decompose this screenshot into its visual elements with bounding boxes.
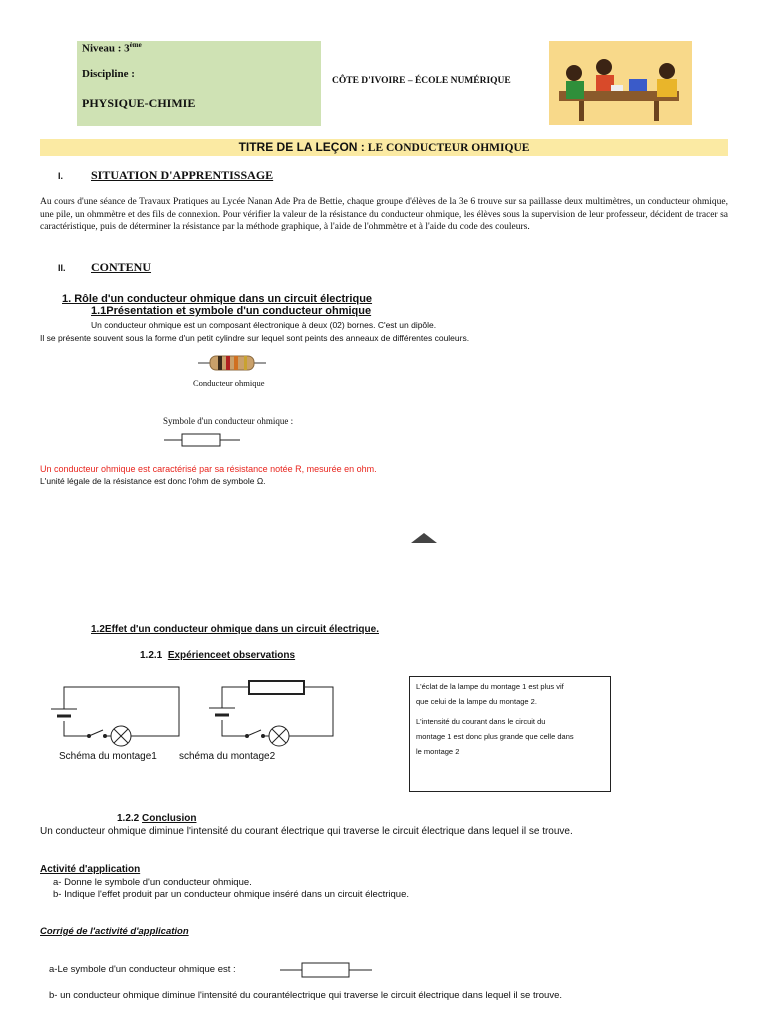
students-illustration	[549, 41, 692, 125]
observation-line: montage 1 est donc plus grande que celle dans	[416, 732, 574, 741]
correction-answer-b: b- un conducteur ohmique diminue l'intensité du courantélectrique qui traverse le circuit électrique dans lequel il se trouve.	[49, 990, 562, 1001]
part1-subheading: 1.1Présentation et symbole d'un conducteur ohmique	[91, 305, 372, 317]
lesson-title-bar	[40, 139, 728, 156]
circuit-diagram-2	[203, 677, 348, 749]
school-title: CÔTE D'IVOIRE – ÉCOLE NUMÉRIQUE	[332, 76, 511, 86]
circuit-diagram-1	[45, 685, 190, 749]
observation-line: L'éclat de la lampe du montage 1 est plus vif	[416, 682, 564, 691]
resistor-symbol-icon	[280, 962, 372, 978]
symbol-label: Symbole d'un conducteur ohmique :	[163, 416, 294, 426]
part1-heading: 1. Rôle d'un conducteur ohmique dans un circuit électrique	[62, 293, 373, 305]
section-situation	[58, 168, 458, 184]
resistance-definition: Un conducteur ohmique est caractérisé par sa résistance notée R, mesurée en ohm.	[40, 464, 377, 474]
resistor-photo-icon	[198, 352, 266, 374]
resistor-symbol-icon	[164, 433, 240, 447]
section-heading: CONTENU	[91, 260, 152, 274]
activity-title: Activité d'application	[40, 864, 141, 875]
section-heading: SITUATION D'APPRENTISSAGE	[91, 168, 274, 182]
section-number: II.	[58, 263, 66, 273]
discipline-label: Discipline :	[82, 68, 135, 80]
students-at-desk-icon	[549, 41, 692, 125]
correction-answer-a: a-Le symbole d'un conducteur ohmique est :	[49, 964, 236, 975]
conclusion-heading: 1.2.2 Conclusion	[117, 813, 197, 824]
lesson-title-prefix: TITRE DE LA LEÇON :	[238, 140, 365, 154]
observation-box	[409, 676, 611, 792]
activity-question-a: a- Donne le symbole d'un conducteur ohmique.	[53, 877, 252, 888]
subject-label: PHYSIQUE-CHIMIE	[82, 96, 196, 110]
niveau-label: Niveau : 3ème	[82, 41, 142, 55]
section-number: I.	[58, 171, 64, 181]
triangle-marker-icon	[411, 532, 437, 544]
part1-line1: Un conducteur ohmique est un composant électronique à deux (02) bornes. C'est un dipôle.	[91, 320, 437, 330]
lesson-title: LE CONDUCTEUR OHMIQUE	[367, 142, 530, 154]
observation-line: le montage 2	[416, 747, 460, 756]
conclusion-text: Un conducteur ohmique diminue l'intensité du courant électrique qui traverse le circuit électrique dans lequel il se trouve.	[40, 826, 573, 837]
resistor-caption: Conducteur ohmique	[193, 378, 265, 388]
circuit-2-caption: schéma du montage2	[179, 751, 276, 762]
circuit-1-caption: Schéma du montage1	[59, 751, 157, 762]
observation-line: que celui de la lampe du montage 2.	[416, 697, 537, 706]
observation-line: L'intensité du courant dans le circuit du	[416, 717, 546, 726]
part121-heading: 1.2.1 Expérienceet observations	[140, 650, 296, 661]
header-info-box	[77, 41, 321, 126]
situation-paragraph: Au cours d'une séance de Travaux Pratiques au Lycée Nanan Ade Pra de Bettie, chaque groupe d'élèves de la 3e 6 trouve sur sa paillasse deux multimètres, un conducteur ohmique, une pile, un ohmmètre et des fils de connexion. Pour vérifier la valeur de la résistance du conducteur ohmique, les élèves sous la supervision de leur professeur, décident de tracer sa caractéristique, puis de déterminer la résistance par la méthode graphique, à l'aide de l'ohmmètre et à l'aide du code des couleurs.	[40, 197, 728, 232]
part12-heading: 1.2Effet d'un conducteur ohmique dans un circuit électrique.	[91, 624, 379, 635]
part1-line2: Il se présente souvent sous la forme d'un petit cylindre sur lequel sont peints des anneaux de différentes couleurs.	[40, 333, 470, 343]
unit-line: L'unité légale de la résistance est donc l'ohm de symbole Ω.	[40, 476, 266, 486]
activity-question-b: b- Indique l'effet produit par un conducteur ohmique inséré dans un circuit électrique.	[53, 889, 409, 900]
section-contenu	[58, 260, 358, 276]
correction-title: Corrigé de l'activité d'application	[40, 926, 189, 937]
